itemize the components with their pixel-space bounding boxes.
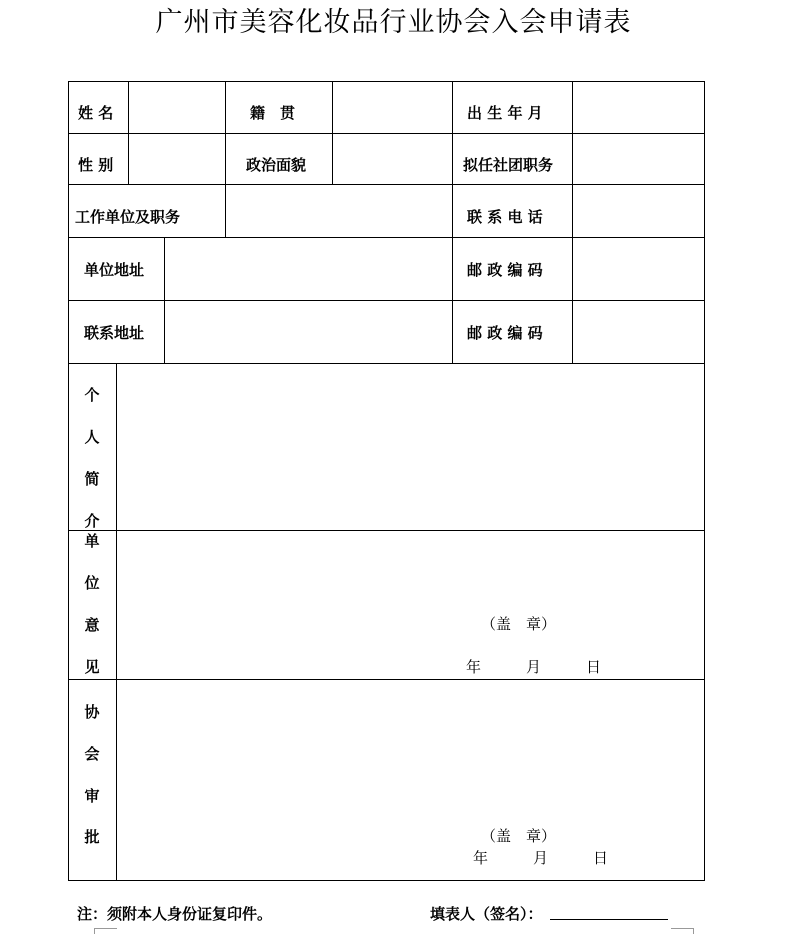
postcode-label: 邮 政 编 码	[467, 261, 543, 279]
section-label-char: 协	[84, 703, 100, 721]
form-title: 广州市美容化妆品行业协会入会申请表	[155, 7, 632, 38]
section-label-char: 个	[84, 386, 100, 404]
section-label-char: 会	[84, 745, 100, 763]
col-divider	[128, 81, 129, 184]
col-divider	[225, 81, 226, 237]
col-divider	[116, 363, 117, 880]
signature-line[interactable]	[550, 919, 668, 920]
phone-label: 联 系 电 话	[467, 208, 543, 226]
section-label-char: 审	[84, 787, 100, 805]
section-label-char: 意	[84, 616, 100, 634]
table-border-top	[68, 81, 705, 82]
political-status-label: 政治面貌	[246, 156, 307, 174]
table-border-right	[704, 81, 705, 881]
seal-placeholder: （盖 章）	[481, 827, 557, 845]
footnote: 注：须附本人身份证复印件。	[77, 905, 273, 923]
col-divider	[572, 81, 573, 363]
applicant-signature-label: 填表人（签名）：	[430, 905, 543, 923]
birth-date-label: 出 生 年 月	[467, 104, 543, 122]
page-corner-mark	[671, 928, 694, 934]
contact-address-label: 联系地址	[84, 324, 145, 342]
col-divider	[164, 237, 165, 363]
row-divider	[68, 679, 705, 680]
row-divider	[68, 184, 705, 185]
section-label-char: 批	[84, 828, 100, 846]
native-place-label: 籍 贯	[250, 104, 296, 122]
application-form-table	[68, 81, 705, 881]
section-label-char: 介	[84, 512, 100, 530]
date-placeholder: 年 月 日	[473, 849, 609, 867]
row-divider	[68, 363, 705, 364]
table-border-left	[68, 81, 69, 881]
proposed-position-label: 拟任社团职务	[463, 156, 554, 174]
postcode-label: 邮 政 编 码	[467, 324, 543, 342]
section-label-char: 见	[84, 658, 100, 676]
section-label-char: 简	[84, 470, 100, 488]
col-divider	[332, 81, 333, 184]
section-label-char: 人	[84, 428, 100, 446]
section-label-char: 单	[84, 532, 100, 550]
page-corner-mark	[94, 928, 117, 934]
unit-address-label: 单位地址	[84, 261, 145, 279]
section-label-char: 位	[84, 574, 100, 592]
gender-label: 性 别	[78, 156, 114, 174]
work-unit-label: 工作单位及职务	[75, 208, 181, 226]
table-border-bottom	[68, 880, 705, 881]
date-placeholder: 年 月 日	[466, 658, 602, 676]
row-divider	[68, 133, 705, 134]
name-label: 姓 名	[78, 104, 114, 122]
row-divider	[68, 530, 705, 531]
col-divider	[452, 81, 453, 363]
seal-placeholder: （盖 章）	[481, 615, 557, 633]
